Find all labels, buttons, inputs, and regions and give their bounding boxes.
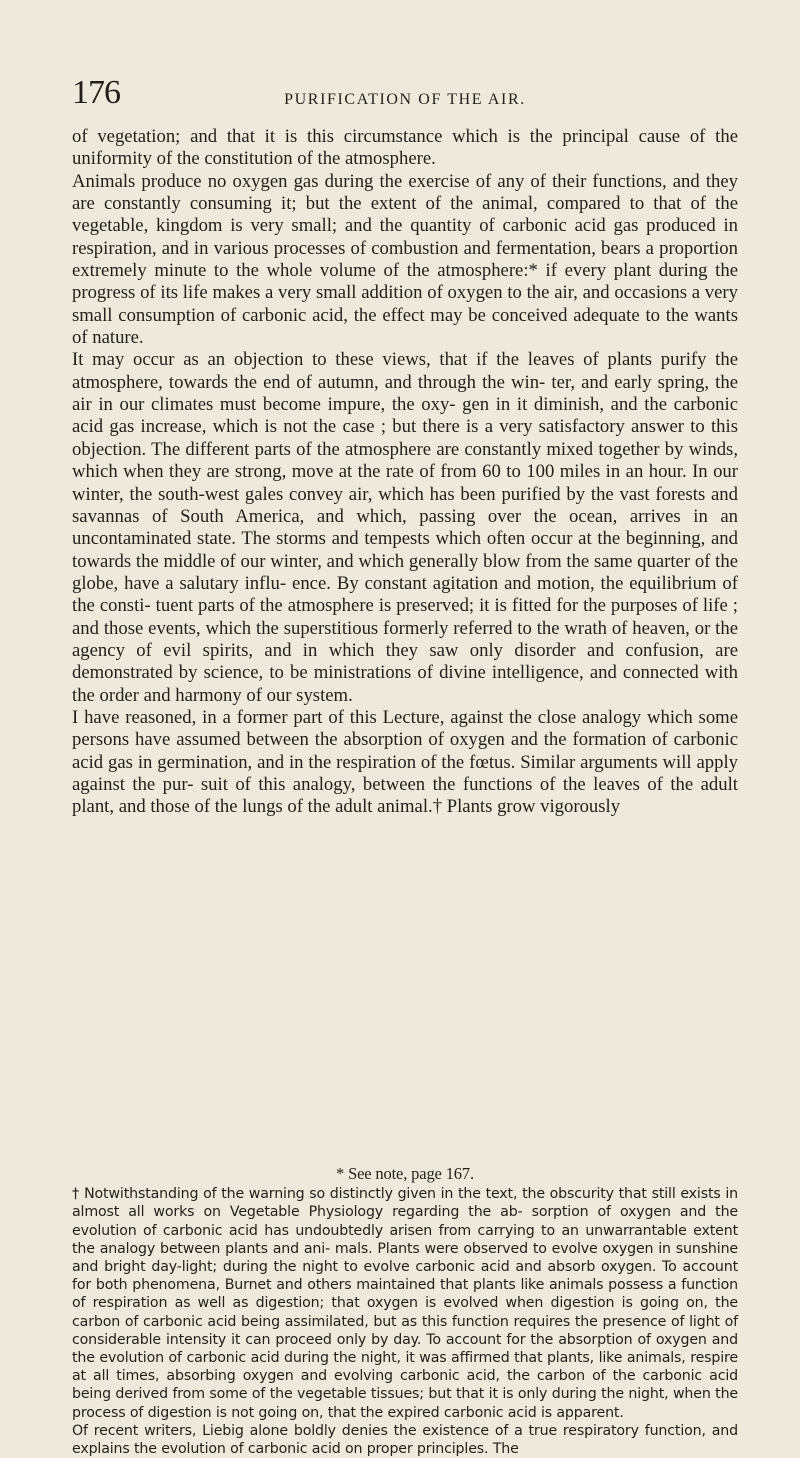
paragraph: It may occur as an objection to these views, that if the leaves of plants purify the atmosphere, towards the end of autumn, and through the win- ter, and early spring, the air in our climates must become impure, the oxy- gen in it diminish, and the carbonic acid gas increase, which is not the case ; but there is a very satisfactory answer to this objection. The different parts of the atmosphere are constantly mixed together by winds, which when they are strong, move at the rate of from 60 to 100 miles in an hour. In our winter, the south-west gales convey air, which has been purified by the vast forests and savannas of South America, and which, passing over the ocean, arrives in an uncontaminated state. The storms and tempests which often occur at the beginning, and towards the middle of our winter, and which generally blow from the same quarter of the globe, have a salutary influ- ence. By constant agitation and motion, the equilibrium of the consti- tuent parts of the atmosphere is preserved; it is fitted for the purposes of life ; and those events, which the superstitious formerly referred to the wrath of heaven, or the agency of evil spirits, and in which they saw only disorder and confusion, are demonstrated by science, to be ministrations of divine intelligence, and connected with the order and harmony of our system. — [72, 349, 738, 706]
main-text — [72, 126, 738, 819]
paragraph: I have reasoned, in a former part of this Lecture, against the close analogy which some persons have assumed between the absorption of oxygen and the formation of carbonic acid gas in germination, and in the respiration of the fœtus. Similar arguments will apply against the pur- suit of this analogy, between the functions of the leaves of the adult plant, and those of the lungs of the adult animal.† Plants grow vigorously — [72, 706, 738, 818]
footnotes — [72, 1165, 738, 1458]
footnote: * See note, page 167. — [336, 1164, 474, 1183]
paragraph: of vegetation; and that it is this circumstance which is the principal cause of the uniformity of the constitution of the atmosphere. — [72, 126, 738, 170]
page-number: 176 — [72, 74, 120, 111]
running-head: PURIFICATION OF THE AIR. — [284, 91, 526, 108]
footnote: Of recent writers, Liebig alone boldly denies the existence of a true respiratory function, and explains the evolution of carbonic acid on proper principles. The — [72, 1422, 738, 1458]
footnote: † Notwithstanding of the warning so distinctly given in the text, the obscurity that still exists in almost all works on Vegetable Physiology regarding the ab- sorption of oxygen and the evolution of carbonic acid has undoubtedly arisen from carrying to an unwarrantable extent the analogy between plants and ani- mals. Plants were observed to evolve oxygen in sunshine and bright day-light; during the night to evolve carbonic acid and absorb oxygen. To account for both phenomena, Burnet and others maintained that plants like animals possess a function of respiration as well as digestion; that oxygen is evolved when digestion is going on, the carbon of carbonic acid being assimilated, but as this function requires the presence of light of considerable intensity it can proceed only by day. To account for the absorption of oxygen and the evolution of carbonic acid during the night, it was affirmed that plants, like animals, respire at all times, absorbing oxygen and evolving carbonic acid, the carbon of the carbonic acid being derived from some of the vegetable tissues; but that it is only during the night, when the process of digestion is not going on, that the expired carbonic acid is apparent. — [72, 1186, 738, 1421]
page-header — [72, 76, 738, 116]
paragraph: Animals produce no oxygen gas during the exercise of any of their functions, and they are constantly consuming it; but the extent of the animal, compared to that of the vegetable, kingdom is very small; and the quantity of carbonic acid gas produced in respiration, and in various processes of combustion and fermentation, bears a proportion extremely minute to the whole volume of the atmosphere:* if every plant during the progress of its life makes a very small addition of oxygen to the air, and occasions a very small consumption of carbonic acid, the effect may be conceived adequate to the wants of nature. — [72, 170, 738, 349]
